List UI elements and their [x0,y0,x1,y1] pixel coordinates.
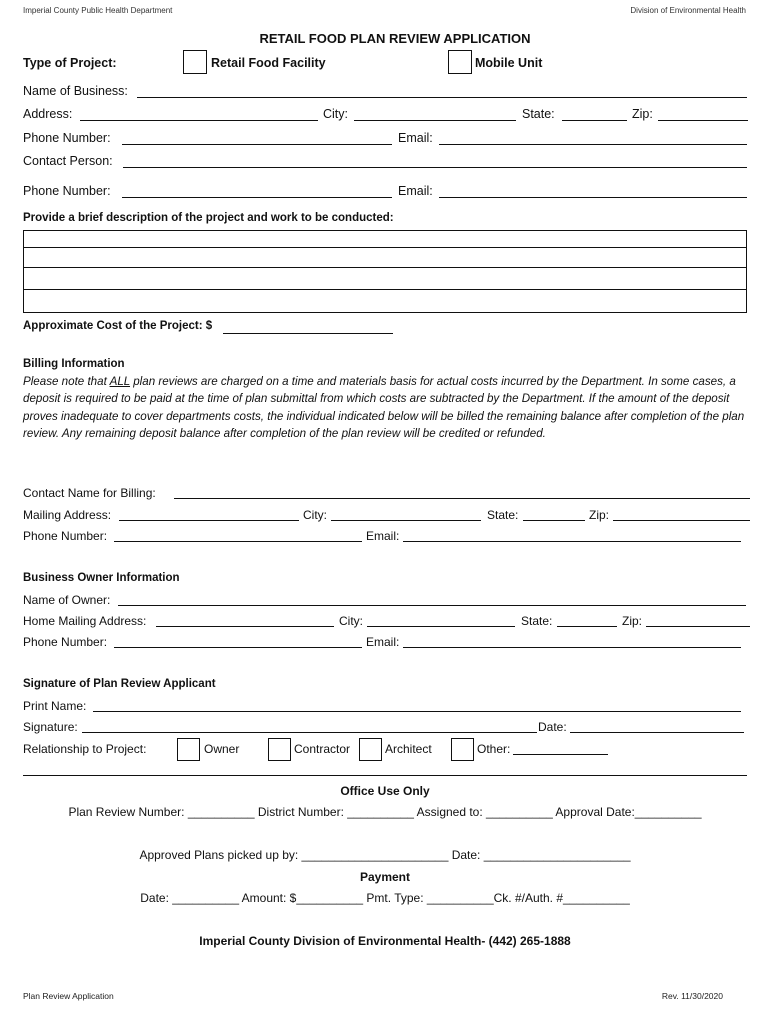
contact-person-label: Contact Person: [23,154,113,168]
header-division: Division of Environmental Health [630,6,746,15]
phone-field[interactable] [122,144,392,145]
contractor-checkbox[interactable] [268,738,291,761]
description-line [24,267,746,268]
architect-checkbox[interactable] [359,738,382,761]
print-name-field[interactable] [93,711,741,712]
footer-form-name: Plan Review Application [23,991,114,1001]
architect-option-label: Architect [385,742,432,756]
billing-contact-field[interactable] [174,498,750,499]
zip-label: Zip: [632,107,653,121]
signature-date-field[interactable] [570,732,744,733]
owner-email-label: Email: [366,635,400,649]
header-department: Imperial County Public Health Department [23,6,173,15]
owner-checkbox[interactable] [177,738,200,761]
mobile-unit-checkbox[interactable] [448,50,472,74]
other-option-label: Other: [477,742,511,756]
owner-email-field[interactable] [403,647,741,648]
footer-revision: Rev. 11/30/2020 [661,991,723,1001]
contact-person-field[interactable] [123,167,747,168]
phone-label: Phone Number: [23,131,111,145]
billing-mailing-label: Mailing Address: [23,508,112,522]
owner-state-label: State: [521,614,553,628]
owner-city-label: City: [339,614,363,628]
owner-zip-field[interactable] [646,626,750,627]
description-prompt: Provide a brief description of the project and work to be conducted: [23,212,394,224]
office-pickup-line: Approved Plans picked up by: ______________________ Date: ______________________ [139,848,631,862]
signature-date-label: Date: [538,720,567,734]
name-of-business-label: Name of Business: [23,84,128,98]
payment-line: Date: __________ Amount: $__________ Pmt. Type: __________Ck. #/Auth. #__________ [140,891,630,905]
state-label: State: [522,107,555,121]
other-checkbox[interactable] [451,738,474,761]
billing-email-label: Email: [366,529,400,543]
approx-cost-field[interactable] [223,333,393,334]
billing-phone-label: Phone Number: [23,529,108,543]
billing-city-field[interactable] [331,520,481,521]
billing-state-label: State: [487,508,519,522]
email-field[interactable] [439,144,747,145]
billing-city-label: City: [303,508,327,522]
payment-heading: Payment [359,870,411,884]
project-description-box[interactable] [23,230,747,313]
address-field[interactable] [80,120,318,121]
office-separator [23,775,747,776]
owner-phone-field[interactable] [114,647,362,648]
mobile-unit-label: Mobile Unit [475,56,543,70]
approx-cost-label: Approximate Cost of the Project: $ [23,320,213,332]
billing-phone-field[interactable] [114,541,362,542]
owner-phone-label: Phone Number: [23,635,108,649]
name-of-business-field[interactable] [137,97,747,98]
zip-field[interactable] [658,120,748,121]
contact-email-field[interactable] [439,197,747,198]
office-use-heading: Office Use Only [340,784,430,798]
contractor-option-label: Contractor [294,742,351,756]
retail-food-facility-checkbox[interactable] [183,50,207,74]
state-field[interactable] [562,120,627,121]
department-contact: Imperial County Division of Environmental Health- (442) 265-1888 [199,934,571,948]
owner-city-field[interactable] [367,626,515,627]
billing-heading: Billing Information [23,358,125,370]
contact-phone-field[interactable] [122,197,392,198]
city-label: City: [323,107,348,121]
contact-phone-label: Phone Number: [23,184,111,198]
billing-note-emphasis: ALL [109,375,131,388]
description-line [24,289,746,290]
billing-note-rest: plan reviews are charged on a time and materials basis for actual costs incurred by the Department. In some cases, a deposit is required to be paid at the time of plan submittal from which costs are subtracted by the Department. If the amount of the deposit proves inadequate to cover departments costs, the individual indicated below will be billed the remaining balance after completion of the plan review. Any remaining deposit balance after completion of the plan review will be credited or refunded. [23,375,745,441]
email-label: Email: [398,131,433,145]
billing-state-field[interactable] [523,520,585,521]
contact-email-label: Email: [398,184,433,198]
owner-zip-label: Zip: [622,614,643,628]
signature-heading: Signature of Plan Review Applicant [23,678,216,690]
retail-food-facility-label: Retail Food Facility [211,56,326,70]
description-line [24,247,746,248]
owner-state-field[interactable] [557,626,617,627]
billing-note [23,373,751,443]
print-name-label: Print Name: [23,699,87,713]
owner-address-label: Home Mailing Address: [23,614,147,628]
billing-zip-field[interactable] [613,520,750,521]
signature-field[interactable] [82,732,537,733]
billing-mailing-field[interactable] [119,520,299,521]
other-field[interactable] [513,754,608,755]
owner-address-field[interactable] [156,626,334,627]
form-title: RETAIL FOOD PLAN REVIEW APPLICATION [259,31,531,46]
billing-email-field[interactable] [403,541,741,542]
billing-contact-label: Contact Name for Billing: [23,486,156,500]
billing-note-start: Please note that [23,375,110,388]
owner-option-label: Owner [204,742,240,756]
office-review-line: Plan Review Number: __________ District Number: __________ Assigned to: __________ Approval Date:__________ [68,805,702,819]
city-field[interactable] [354,120,516,121]
owner-name-label: Name of Owner: [23,593,111,607]
owner-name-field[interactable] [118,605,746,606]
billing-zip-label: Zip: [589,508,610,522]
address-label: Address: [23,107,73,121]
relationship-label: Relationship to Project: [23,742,147,756]
owner-heading: Business Owner Information [23,572,180,584]
signature-label: Signature: [23,720,78,734]
type-of-project-label: Type of Project: [23,56,117,70]
